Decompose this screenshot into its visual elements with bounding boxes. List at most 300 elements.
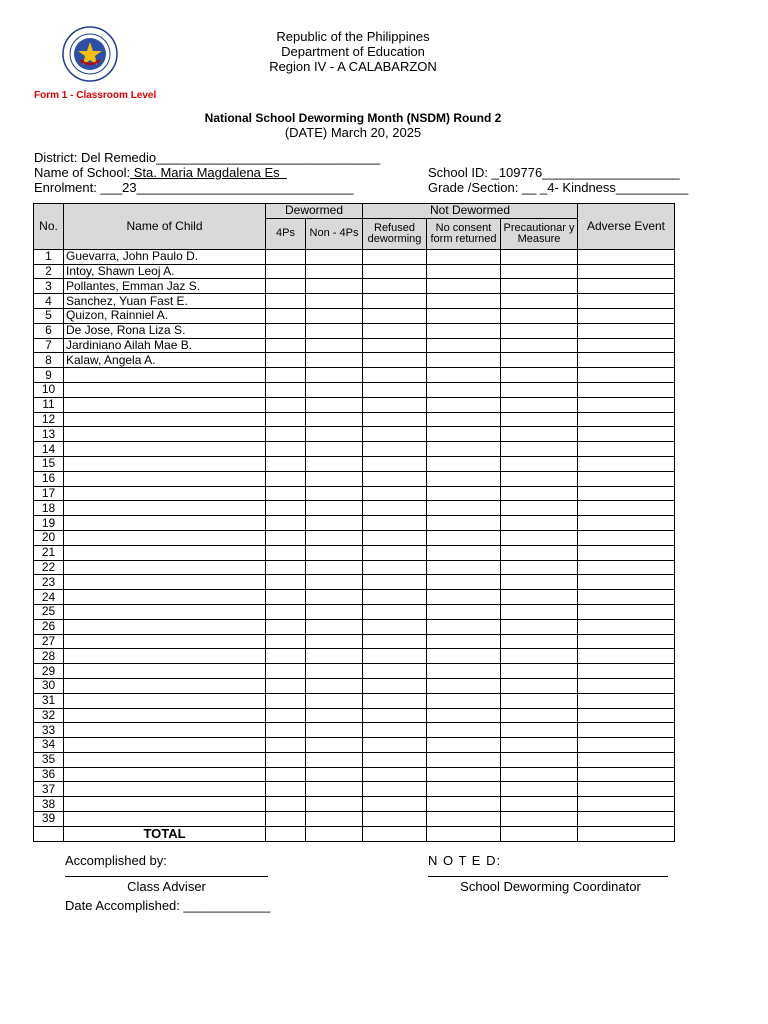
table-row [34, 634, 675, 649]
status-cell[interactable] [266, 456, 306, 471]
status-cell[interactable] [306, 723, 363, 738]
child-name-cell[interactable] [64, 664, 266, 679]
status-cell[interactable] [363, 516, 427, 531]
child-name-cell[interactable] [64, 516, 266, 531]
status-cell[interactable] [578, 545, 675, 560]
status-cell[interactable] [427, 264, 501, 279]
status-cell[interactable] [578, 501, 675, 516]
status-cell[interactable] [306, 752, 363, 767]
status-cell[interactable] [266, 708, 306, 723]
status-cell[interactable] [501, 738, 578, 753]
status-cell[interactable] [427, 486, 501, 501]
status-cell[interactable] [266, 752, 306, 767]
status-cell[interactable] [427, 308, 501, 323]
status-cell[interactable] [501, 368, 578, 383]
status-cell[interactable] [501, 590, 578, 605]
child-name-cell[interactable] [64, 397, 266, 412]
child-name-cell[interactable] [64, 708, 266, 723]
status-cell[interactable] [363, 427, 427, 442]
status-cell[interactable] [501, 264, 578, 279]
status-cell[interactable] [427, 442, 501, 457]
status-cell[interactable] [501, 308, 578, 323]
total-cell[interactable] [363, 826, 427, 841]
status-cell[interactable] [427, 471, 501, 486]
total-cell[interactable] [427, 826, 501, 841]
status-cell[interactable] [266, 516, 306, 531]
status-cell[interactable] [501, 693, 578, 708]
status-cell[interactable] [266, 382, 306, 397]
status-cell[interactable] [501, 797, 578, 812]
status-cell[interactable] [363, 678, 427, 693]
status-cell[interactable] [266, 294, 306, 309]
status-cell[interactable] [363, 486, 427, 501]
status-cell[interactable] [363, 752, 427, 767]
status-cell[interactable] [306, 664, 363, 679]
child-name-cell[interactable] [64, 575, 266, 590]
status-cell[interactable] [266, 797, 306, 812]
status-cell[interactable] [427, 752, 501, 767]
status-cell[interactable] [266, 738, 306, 753]
status-cell[interactable] [501, 442, 578, 457]
status-cell[interactable] [578, 308, 675, 323]
status-cell[interactable] [363, 812, 427, 827]
status-cell[interactable] [363, 353, 427, 368]
status-cell[interactable] [578, 619, 675, 634]
status-cell[interactable] [306, 294, 363, 309]
status-cell[interactable] [266, 442, 306, 457]
status-cell[interactable] [306, 412, 363, 427]
status-cell[interactable] [306, 708, 363, 723]
status-cell[interactable] [363, 442, 427, 457]
status-cell[interactable] [306, 545, 363, 560]
child-name-cell[interactable] [64, 382, 266, 397]
status-cell[interactable] [501, 471, 578, 486]
status-cell[interactable] [501, 767, 578, 782]
status-cell[interactable] [501, 752, 578, 767]
status-cell[interactable] [306, 575, 363, 590]
status-cell[interactable] [501, 397, 578, 412]
status-cell[interactable] [306, 634, 363, 649]
child-name-cell[interactable] [64, 812, 266, 827]
status-cell[interactable] [363, 649, 427, 664]
status-cell[interactable] [501, 649, 578, 664]
status-cell[interactable] [266, 501, 306, 516]
status-cell[interactable] [306, 693, 363, 708]
child-name-cell[interactable]: Pollantes, Emman Jaz S. [64, 279, 266, 294]
status-cell[interactable] [427, 412, 501, 427]
status-cell[interactable] [427, 738, 501, 753]
status-cell[interactable] [266, 530, 306, 545]
status-cell[interactable] [427, 649, 501, 664]
status-cell[interactable] [266, 723, 306, 738]
status-cell[interactable] [578, 752, 675, 767]
status-cell[interactable] [306, 442, 363, 457]
status-cell[interactable] [427, 575, 501, 590]
child-name-cell[interactable] [64, 634, 266, 649]
status-cell[interactable] [266, 471, 306, 486]
status-cell[interactable] [363, 545, 427, 560]
status-cell[interactable] [427, 708, 501, 723]
total-cell[interactable] [578, 826, 675, 841]
row-number: 21 [34, 545, 64, 560]
status-cell[interactable] [266, 308, 306, 323]
coordinator-label: School Deworming Coordinator [460, 879, 641, 894]
status-cell[interactable] [578, 427, 675, 442]
status-cell[interactable] [266, 323, 306, 338]
status-cell[interactable] [363, 323, 427, 338]
status-cell[interactable] [266, 649, 306, 664]
status-cell[interactable] [306, 427, 363, 442]
status-cell[interactable] [306, 486, 363, 501]
child-name-cell[interactable] [64, 604, 266, 619]
status-cell[interactable] [306, 279, 363, 294]
child-name-cell[interactable] [64, 752, 266, 767]
district-value: Del Remedio_______________________________ [80, 150, 381, 165]
table-row [34, 693, 675, 708]
status-cell[interactable] [363, 264, 427, 279]
status-cell[interactable] [501, 294, 578, 309]
status-cell[interactable] [578, 575, 675, 590]
child-name-cell[interactable] [64, 442, 266, 457]
status-cell[interactable] [578, 634, 675, 649]
status-cell[interactable] [427, 723, 501, 738]
status-cell[interactable] [363, 782, 427, 797]
status-cell[interactable] [578, 382, 675, 397]
status-cell[interactable] [363, 738, 427, 753]
status-cell[interactable] [306, 397, 363, 412]
status-cell[interactable] [306, 471, 363, 486]
status-cell[interactable] [578, 664, 675, 679]
status-cell[interactable] [363, 471, 427, 486]
status-cell[interactable] [501, 604, 578, 619]
status-cell[interactable] [578, 471, 675, 486]
status-cell[interactable] [578, 767, 675, 782]
child-name-cell[interactable]: De Jose, Rona Liza S. [64, 323, 266, 338]
row-number: 6 [34, 323, 64, 338]
status-cell[interactable] [266, 397, 306, 412]
table-row [34, 279, 675, 294]
status-cell[interactable] [578, 456, 675, 471]
status-cell[interactable] [306, 797, 363, 812]
child-name-cell[interactable] [64, 767, 266, 782]
status-cell[interactable] [578, 397, 675, 412]
status-cell[interactable] [501, 723, 578, 738]
status-cell[interactable] [578, 323, 675, 338]
status-cell[interactable] [578, 249, 675, 264]
status-cell[interactable] [427, 634, 501, 649]
status-cell[interactable] [266, 604, 306, 619]
child-name-cell[interactable] [64, 368, 266, 383]
status-cell[interactable] [266, 249, 306, 264]
child-name-cell[interactable] [64, 486, 266, 501]
status-cell[interactable] [306, 649, 363, 664]
status-cell[interactable] [306, 530, 363, 545]
status-cell[interactable] [266, 486, 306, 501]
status-cell[interactable] [501, 338, 578, 353]
status-cell[interactable] [427, 427, 501, 442]
status-cell[interactable] [578, 738, 675, 753]
status-cell[interactable] [578, 782, 675, 797]
status-cell[interactable] [306, 516, 363, 531]
status-cell[interactable] [306, 812, 363, 827]
status-cell[interactable] [363, 456, 427, 471]
status-cell[interactable] [266, 634, 306, 649]
row-number: 11 [34, 397, 64, 412]
status-cell[interactable] [578, 353, 675, 368]
coordinator-signature-line [428, 876, 668, 877]
status-cell[interactable] [266, 545, 306, 560]
child-name-cell[interactable] [64, 797, 266, 812]
status-cell[interactable] [578, 590, 675, 605]
total-cell[interactable] [501, 826, 578, 841]
status-cell[interactable] [306, 249, 363, 264]
status-cell[interactable] [501, 353, 578, 368]
status-cell[interactable] [306, 264, 363, 279]
status-cell[interactable] [266, 264, 306, 279]
table-row [34, 619, 675, 634]
status-cell[interactable] [266, 427, 306, 442]
status-cell[interactable] [363, 797, 427, 812]
status-cell[interactable] [578, 442, 675, 457]
status-cell[interactable] [578, 812, 675, 827]
child-name-cell[interactable]: Guevarra, John Paulo D. [64, 249, 266, 264]
child-name-cell[interactable]: Kalaw, Angela A. [64, 353, 266, 368]
status-cell[interactable] [427, 693, 501, 708]
status-cell[interactable] [501, 486, 578, 501]
status-cell[interactable] [306, 767, 363, 782]
status-cell[interactable] [501, 249, 578, 264]
status-cell[interactable] [266, 338, 306, 353]
status-cell[interactable] [266, 664, 306, 679]
status-cell[interactable] [266, 368, 306, 383]
status-cell[interactable] [501, 279, 578, 294]
status-cell[interactable] [578, 486, 675, 501]
status-cell[interactable] [363, 590, 427, 605]
status-cell[interactable] [363, 560, 427, 575]
status-cell[interactable] [266, 279, 306, 294]
status-cell[interactable] [427, 338, 501, 353]
total-cell[interactable] [306, 826, 363, 841]
status-cell[interactable] [427, 249, 501, 264]
status-cell[interactable] [501, 412, 578, 427]
table-row [34, 575, 675, 590]
status-cell[interactable] [306, 308, 363, 323]
status-cell[interactable] [266, 590, 306, 605]
child-name-cell[interactable] [64, 738, 266, 753]
child-name-cell[interactable]: Quizon, Rainniel A. [64, 308, 266, 323]
status-cell[interactable] [501, 456, 578, 471]
status-cell[interactable] [306, 368, 363, 383]
status-cell[interactable] [427, 604, 501, 619]
status-cell[interactable] [427, 294, 501, 309]
status-cell[interactable] [306, 604, 363, 619]
status-cell[interactable] [266, 412, 306, 427]
status-cell[interactable] [578, 294, 675, 309]
child-name-cell[interactable] [64, 456, 266, 471]
child-name-cell[interactable]: Sanchez, Yuan Fast E. [64, 294, 266, 309]
child-name-cell[interactable] [64, 782, 266, 797]
status-cell[interactable] [501, 619, 578, 634]
status-cell[interactable] [427, 619, 501, 634]
status-cell[interactable] [363, 604, 427, 619]
status-cell[interactable] [501, 530, 578, 545]
status-cell[interactable] [427, 368, 501, 383]
status-cell[interactable] [427, 516, 501, 531]
child-name-cell[interactable] [64, 619, 266, 634]
status-cell[interactable] [578, 530, 675, 545]
status-cell[interactable] [266, 767, 306, 782]
status-cell[interactable] [427, 323, 501, 338]
status-cell[interactable] [501, 634, 578, 649]
status-cell[interactable] [363, 501, 427, 516]
row-number: 26 [34, 619, 64, 634]
status-cell[interactable] [578, 264, 675, 279]
status-cell[interactable] [306, 678, 363, 693]
status-cell[interactable] [501, 560, 578, 575]
child-name-cell[interactable] [64, 649, 266, 664]
status-cell[interactable] [427, 279, 501, 294]
status-cell[interactable] [501, 323, 578, 338]
status-cell[interactable] [578, 723, 675, 738]
status-cell[interactable] [306, 382, 363, 397]
child-name-cell[interactable] [64, 560, 266, 575]
status-cell[interactable] [578, 368, 675, 383]
status-cell[interactable] [427, 397, 501, 412]
table-row [34, 664, 675, 679]
status-cell[interactable] [578, 338, 675, 353]
status-cell[interactable] [501, 708, 578, 723]
child-name-cell[interactable] [64, 723, 266, 738]
status-cell[interactable] [363, 575, 427, 590]
status-cell[interactable] [501, 678, 578, 693]
status-cell[interactable] [363, 693, 427, 708]
status-cell[interactable] [427, 797, 501, 812]
row-number: 22 [34, 560, 64, 575]
status-cell[interactable] [501, 664, 578, 679]
status-cell[interactable] [501, 575, 578, 590]
status-cell[interactable] [578, 560, 675, 575]
total-cell[interactable] [266, 826, 306, 841]
status-cell[interactable] [266, 619, 306, 634]
table-row [34, 412, 675, 427]
status-cell[interactable] [427, 678, 501, 693]
status-cell[interactable] [363, 619, 427, 634]
child-name-cell[interactable] [64, 427, 266, 442]
status-cell[interactable] [363, 767, 427, 782]
child-name-cell[interactable] [64, 545, 266, 560]
status-cell[interactable] [266, 782, 306, 797]
status-cell[interactable] [363, 338, 427, 353]
status-cell[interactable] [427, 382, 501, 397]
status-cell[interactable] [427, 353, 501, 368]
status-cell[interactable] [427, 590, 501, 605]
child-name-cell[interactable] [64, 530, 266, 545]
status-cell[interactable] [266, 812, 306, 827]
status-cell[interactable] [578, 604, 675, 619]
status-cell[interactable] [306, 619, 363, 634]
status-cell[interactable] [266, 575, 306, 590]
status-cell[interactable] [363, 294, 427, 309]
status-cell[interactable] [363, 249, 427, 264]
status-cell[interactable] [306, 338, 363, 353]
status-cell[interactable] [363, 530, 427, 545]
status-cell[interactable] [363, 412, 427, 427]
table-row [34, 812, 675, 827]
status-cell[interactable] [427, 501, 501, 516]
col-refused-header: Refused deworming [363, 218, 427, 249]
status-cell[interactable] [427, 560, 501, 575]
table-row [34, 678, 675, 693]
status-cell[interactable] [363, 308, 427, 323]
status-cell[interactable] [578, 797, 675, 812]
child-name-cell[interactable] [64, 412, 266, 427]
status-cell[interactable] [501, 545, 578, 560]
status-cell[interactable] [427, 812, 501, 827]
status-cell[interactable] [266, 560, 306, 575]
child-name-cell[interactable] [64, 501, 266, 516]
child-name-cell[interactable] [64, 693, 266, 708]
status-cell[interactable] [266, 353, 306, 368]
total-label: TOTAL [64, 826, 266, 841]
status-cell[interactable] [363, 368, 427, 383]
status-cell[interactable] [306, 782, 363, 797]
status-cell[interactable] [501, 812, 578, 827]
status-cell[interactable] [363, 723, 427, 738]
status-cell[interactable] [363, 708, 427, 723]
status-cell[interactable] [363, 279, 427, 294]
table-row [34, 649, 675, 664]
child-name-cell[interactable]: Jardiniano Ailah Mae B. [64, 338, 266, 353]
status-cell[interactable] [427, 545, 501, 560]
page-title: National School Deworming Month (NSDM) Round 2 [204, 111, 502, 125]
status-cell[interactable] [578, 412, 675, 427]
status-cell[interactable] [363, 634, 427, 649]
status-cell[interactable] [306, 323, 363, 338]
status-cell[interactable] [427, 456, 501, 471]
status-cell[interactable] [501, 501, 578, 516]
status-cell[interactable] [306, 353, 363, 368]
status-cell[interactable] [306, 738, 363, 753]
status-cell[interactable] [578, 693, 675, 708]
status-cell[interactable] [427, 767, 501, 782]
status-cell[interactable] [266, 693, 306, 708]
status-cell[interactable] [578, 516, 675, 531]
status-cell[interactable] [306, 590, 363, 605]
child-name-cell[interactable] [64, 678, 266, 693]
status-cell[interactable] [363, 664, 427, 679]
status-cell[interactable] [427, 782, 501, 797]
child-name-cell[interactable] [64, 471, 266, 486]
status-cell[interactable] [501, 382, 578, 397]
status-cell[interactable] [306, 560, 363, 575]
status-cell[interactable] [363, 382, 427, 397]
status-cell[interactable] [501, 782, 578, 797]
status-cell[interactable] [427, 664, 501, 679]
status-cell[interactable] [363, 397, 427, 412]
status-cell[interactable] [578, 279, 675, 294]
child-name-cell[interactable]: Intoy, Shawn Leoj A. [64, 264, 266, 279]
status-cell[interactable] [427, 530, 501, 545]
child-name-cell[interactable] [64, 590, 266, 605]
status-cell[interactable] [306, 501, 363, 516]
status-cell[interactable] [578, 678, 675, 693]
status-cell[interactable] [266, 678, 306, 693]
status-cell[interactable] [306, 456, 363, 471]
status-cell[interactable] [578, 649, 675, 664]
status-cell[interactable] [501, 516, 578, 531]
status-cell[interactable] [578, 708, 675, 723]
status-cell[interactable] [501, 427, 578, 442]
